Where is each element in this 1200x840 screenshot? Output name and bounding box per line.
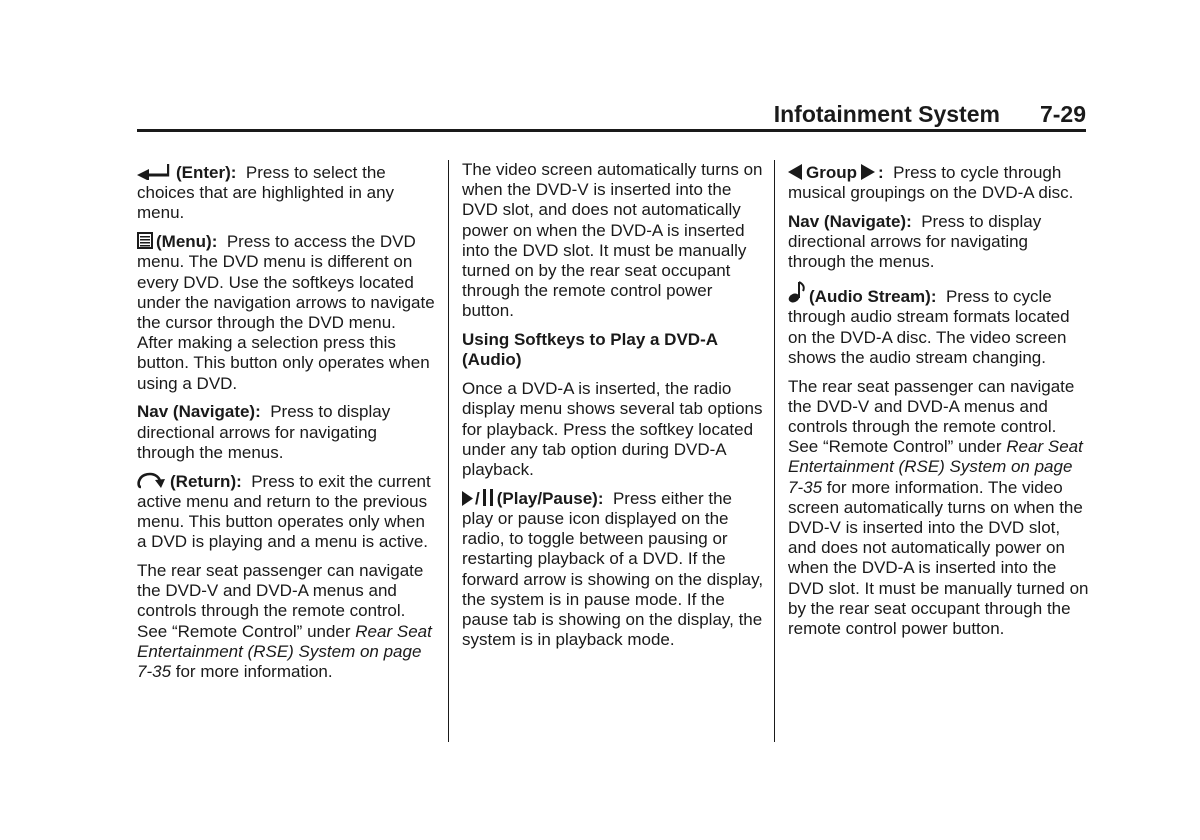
menu-label: (Menu): [156,232,218,252]
group-colon: : [878,163,884,182]
nav-paragraph [788,212,1090,273]
enter-text: Press to select the choices that are highlighted in any menu. [137,163,395,223]
music-note-icon [788,281,806,303]
rse-page-reference[interactable]: Rear Seat Entertainment (RSE) System on page 7-35 [788,437,1083,497]
previous-triangle-icon [788,164,802,180]
play-pause-label: (Play/Pause): [496,488,604,508]
nav-label: Nav (Navigate): [137,402,261,422]
play-pause-separator: / [475,488,480,508]
menu-paragraph [137,232,435,394]
menu-icon [137,232,153,249]
pause-icon [482,489,494,506]
audio-stream-label: (Audio Stream): [809,287,937,307]
rear-seat-paragraph [788,377,1090,640]
play-icon [462,491,473,506]
return-text: Press to exit the current active menu and return to the previous menu. This button operates only when a DVD is playing and a menu is active. [137,471,431,552]
header-rule [137,129,1086,132]
enter-label: (Enter): [176,163,237,182]
group-text: Press to cycle through musical groupings on the DVD-A disc. [788,163,1074,203]
rear-text-before: The rear seat passenger can navigate the DVD-V and DVD-A menus and controls through the remote control. See “Remote Control” under [137,561,424,641]
enter-icon [137,164,173,180]
column-left [137,163,435,691]
rear-text-after: for more information. [171,662,333,682]
next-triangle-icon [861,164,875,180]
page-number: 7-29 [1039,101,1086,127]
return-paragraph [137,472,435,553]
rear-text-before: The rear seat passenger can navigate the DVD-V and DVD-A menus and controls through the remote control. See “Remote Control” under [788,376,1075,457]
return-label: (Return): [170,471,242,491]
menu-text: Press to access the DVD menu. The DVD menu is different on every DVD. Use the softkeys located under the navigation arrows to navigate the cursor through the DVD menu. After making a selection press this button. This button only operates when using a DVD. [137,232,435,393]
audio-stream-paragraph [788,281,1090,368]
group-label: Group [806,163,857,182]
column-middle [462,160,764,659]
column-divider [774,160,775,742]
intro-paragraph: The video screen automatically turns on when the DVD-V is inserted into the DVD slot, and does not automatically power on when the DVD-A is inserted into the DVD slot. It must be manually turned on by the rear seat occupant through the remote control power button. [462,160,763,321]
column-divider [448,160,449,742]
nav-label: Nav (Navigate): [788,212,912,231]
softkeys-paragraph: Once a DVD-A is inserted, the radio display menu shows several tab options for playback. Press the softkey located under any tab option during DVD-A playback. [462,379,763,480]
rse-page-reference[interactable]: Rear Seat Entertainment (RSE) System on page 7-35 [137,621,432,682]
play-pause-paragraph [462,489,764,651]
audio-stream-text: Press to cycle through audio stream formats located on the DVD-A disc. The video screen shows the audio stream changing. [788,287,1070,367]
enter-paragraph [137,163,435,224]
section-title: Infotainment System [773,101,1000,127]
softkeys-heading: Using Softkeys to Play a DVD-A (Audio) [462,330,718,370]
play-pause-text: Press either the play or pause icon displayed on the radio, to toggle between pausing or restarting playback of a DVD. If the forward arrow is showing on the display, the system is in pause mode. If the pause tab is showing on the display, the system is in playback mode. [462,488,764,650]
group-paragraph [788,163,1090,203]
column-right [788,163,1090,648]
return-icon [137,472,167,489]
nav-text: Press to display directional arrows for navigating through the menus. [788,212,1042,272]
nav-paragraph [137,402,435,463]
rear-seat-paragraph [137,561,435,682]
nav-text: Press to display directional arrows for navigating through the menus. [137,402,391,462]
rear-text-after: for more information. The video screen automatically turns on when the DVD-V is inserted into the DVD slot, and does not automatically power on when the DVD-A is inserted into the DVD slot. It must be manually turned on by the rear seat occupant through the remote control power button. [788,477,1089,639]
